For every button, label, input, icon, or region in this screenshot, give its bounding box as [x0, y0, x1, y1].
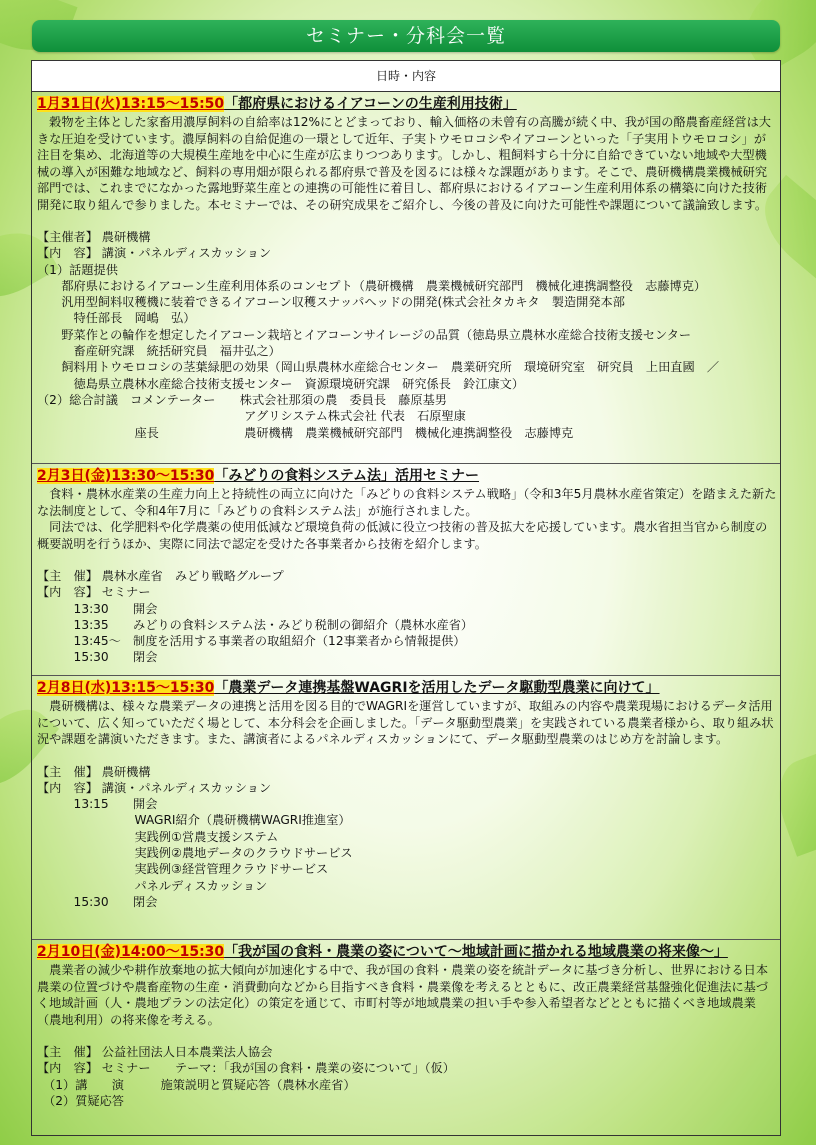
seminar-description: 穀物を主体とした家畜用濃厚飼料の自給率は12%にとどまっており、輸入価格の未曾有の高騰が続く中、我が国の酪農畜産経営は大きな圧迫を受けています。濃厚飼料の自給促進の一環として近年、子実トウモロコシやイアコーンといった「子実用トウモロコシ」が注目を集め、北海道等の大規模生産地を中心に生産が広まりつつあります。しかし、粗飼料すら十分に自給できていない地域や大型機械の導入が困難な地域など、飼料の専用畑が限られる都府県で普及を図るには様々な課題があります。そこで、農研機構農業機械研究部門では、これまでになかった露地野菜生産との連携の可能性に着目し、都府県におけるイアコーン生産利用体系の構築に向けた技術開発に取り組んで参りました。本セミナーでは、その研究成果をご紹介し、今後の普及に向けた可能性や課題について議論致します。	[37, 115, 771, 212]
detail-line: 15:30 閉会	[37, 650, 158, 665]
detail-line: 飼料用トウモロコシの茎葉緑肥の効果（岡山県農林水産総合センター 農業研究所 環境研究室 研究員 上田直國 ／	[37, 360, 720, 375]
detail-line: 実践例②農地データのクラウドサービス	[37, 845, 353, 860]
detail-line: 【内 容】 セミナー	[37, 585, 151, 600]
seminar-date: 2月10日(金)14:00～15:30	[37, 944, 225, 960]
detail-line: 都府県におけるイアコーン生産利用体系のコンセプト（農研機構 農業機械研究部門 機械化連携調整役 志藤博克）	[37, 278, 707, 293]
detail-line: 【主催者】 農研機構	[37, 230, 151, 244]
seminar-date: 2月8日(水)13:15～15:30	[37, 680, 215, 696]
detail-line: 実践例①営農支援システム	[37, 829, 279, 844]
detail-line: パネルディスカッション	[37, 878, 268, 893]
detail-line: 【主 催】 農林水産省 みどり戦略グループ	[37, 569, 284, 583]
detail-line: 座長 農研機構 農業機械研究部門 機械化連携調整役 志藤博克	[37, 425, 574, 440]
detail-line: 15:30 閉会	[37, 894, 158, 909]
seminar-section	[32, 676, 780, 940]
detail-line: 【主 催】 公益社団法人日本農業法人協会	[37, 1045, 273, 1059]
detail-line: 13:45～ 制度を活用する事業者の取組紹介（12事業者から情報提供）	[37, 634, 466, 649]
detail-line: 野菜作との輪作を想定したイアコーン栽培とイアコーンサイレージの品質（徳島県立農林水産総合技術支援センター	[37, 327, 692, 342]
detail-line: 畜産研究課 統括研究員 福井弘之）	[37, 344, 281, 359]
detail-line: 【主 催】 農研機構	[37, 764, 151, 779]
detail-line: 徳島県立農林水産総合技術支援センター 資源環境研究課 研究係長 鈴江康文）	[37, 376, 525, 391]
detail-line: 実践例③経営管理クラウドサービス	[37, 862, 329, 877]
detail-line: 13:30 開会	[37, 601, 158, 616]
detail-line: （2）総合討議 コメンテーター 株式会社那須の農 委員長 藤原基男	[37, 392, 447, 407]
detail-line: アグリシステム株式会社 代表 石原聖康	[37, 409, 466, 424]
seminar-description: 食料・農林水産業の生産力向上と持続性の両立に向けた「みどりの食料システム戦略」（令和3年5月農林水産省策定）を踏まえた新たな法制度として、令和4年7月に「みどりの食料システム法」が施行されました。 同法では、化学肥料や化学農薬の使用低減など環境負荷の低減に役立つ技術の普及拡大を応援しています。農水省担当官から制度の概要説明を行うほか、実際に同法で認定を受けた各事業者から技術を紹介します。	[37, 487, 777, 551]
detail-line: 【内 容】 セミナー テーマ：「我が国の食料・農業の姿について」（仮）	[37, 1061, 455, 1076]
detail-line: （2）質疑応答	[37, 1093, 124, 1108]
detail-line: （1）講 演 施策説明と質疑応答（農林水産省）	[37, 1077, 356, 1092]
seminar-topic: 「都府県におけるイアコーンの生産利用技術」	[224, 96, 517, 112]
seminar-description: 農研機構は、様々な農業データの連携と活用を図る目的でWAGRIを運営していますが、取組みの内容や農業現場におけるデータ活用について、広く知っていただく場として、本分科会を企画しました。「データ駆動型農業」を実践されている農業者様から、取り組み状況や課題を講演いただきます。また、講演者によるパネルディスカッションにて、データ駆動型農業のはじめ方を討論します。	[37, 699, 774, 746]
seminar-description: 農業者の減少や耕作放棄地の拡大傾向が加速化する中で、我が国の食料・農業の姿を統計データに基づき分析し、世界における日本農業の位置づけや農畜産物の生産・消費動向などから目指すべき食料・農業像を考えるとともに、改正農業経営基盤強化促進法に基づく地域計画（人・農地プランの法定化）の策定を通じて、市町村等が地域農業の担い手や参入希望者などとともに描くべき地域農業（農地利用）の将来像を考える。	[37, 963, 769, 1027]
detail-line: 【内 容】 講演・パネルディスカッション	[37, 780, 272, 795]
section-heading	[37, 467, 777, 485]
detail-line: 【内 容】 講演・パネルディスカッション	[37, 246, 272, 261]
detail-line: 特任部長 岡嶋 弘）	[37, 311, 196, 326]
detail-line: （1）話題提供	[37, 262, 118, 277]
seminar-date: 2月3日(金)13:30～15:30	[37, 468, 215, 484]
seminar-topic: 「みどりの食料システム法」活用セミナー	[214, 468, 480, 484]
section-heading	[37, 679, 777, 697]
seminar-section	[32, 92, 780, 464]
section-heading	[37, 943, 777, 961]
detail-line: WAGRI紹介（農研機構WAGRI推進室）	[37, 813, 351, 828]
seminar-date: 1月31日(火)13:15～15:50	[37, 96, 225, 112]
detail-line: 13:35 みどりの食料システム法・みどり税制の御紹介（農林水産省）	[37, 617, 474, 632]
section-heading	[37, 95, 777, 113]
seminar-table	[31, 60, 781, 1136]
seminar-section	[32, 464, 780, 676]
detail-line: 汎用型飼料収穫機に装着できるイアコーン収穫スナッパヘッドの開発(株式会社タカキタ 製造開発本部	[37, 295, 625, 310]
page-title: セミナー・分科会一覧	[32, 20, 780, 52]
seminar-section	[32, 940, 780, 1136]
table-header: 日時・内容	[32, 61, 780, 92]
detail-line: 13:15 開会	[37, 797, 158, 812]
seminar-topic: 「農業データ連携基盤WAGRIを活用したデータ駆動型農業に向けて」	[214, 680, 660, 696]
seminar-topic: 「我が国の食料・農業の姿について～地域計画に描かれる地域農業の将来像～」	[224, 944, 728, 960]
